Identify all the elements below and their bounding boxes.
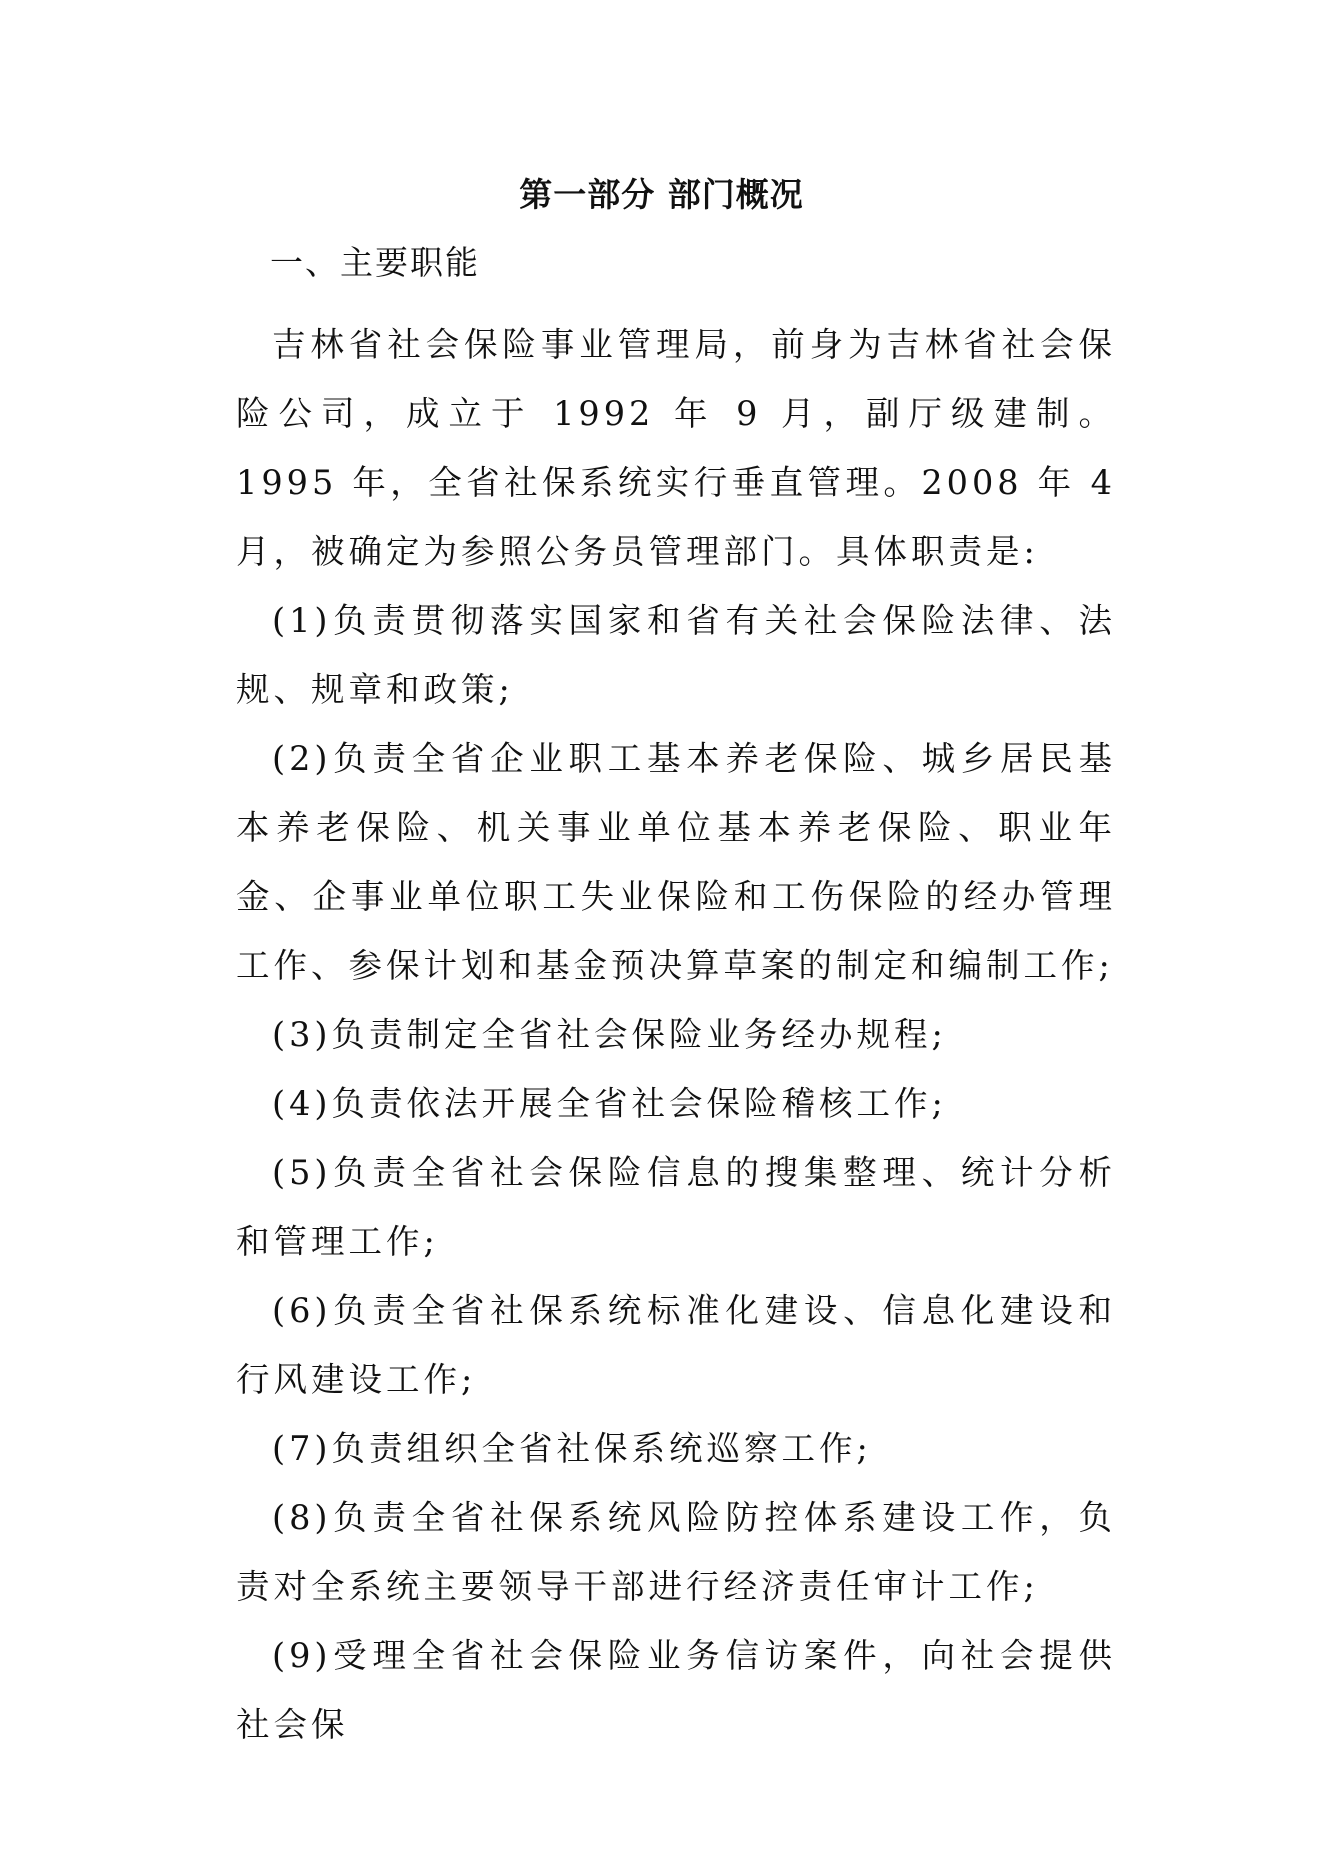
paragraph-duty-7: (7)负责组织全省社保系统巡察工作; [272, 1429, 872, 1468]
paragraph-duty-2: (2)负责全省企业职工基本养老保险、城乡居民基本养老保险、机关事业单位基本养老保险、职业年金、企事业单位职工失业保险和工伤保险的经办管理工作、参保计划和基金预决算草案的制定和编制工作; [236, 739, 1116, 985]
paragraph-intro: 吉林省社会保险事业管理局，前身为吉林省社会保险公司，成立于 1992 年 9 月，副厅级建制。1995 年，全省社保系统实行垂直管理。2008 年 4 月，被确定为参照公务员管理部门。具体职责是: [236, 325, 1116, 571]
paragraph-duty-1: (1)负责贯彻落实国家和省有关社会保险法律、法规、规章和政策; [236, 601, 1116, 709]
body-text [236, 310, 1116, 1759]
page-title: 第一部分 部门概况 [519, 175, 804, 214]
paragraph-duty-9: (9)受理全省社会保险业务信访案件，向社会提供社会保 [236, 1636, 1116, 1744]
paragraph-duty-3: (3)负责制定全省社会保险业务经办规程; [272, 1015, 947, 1054]
section-heading: 一、主要职能 [270, 243, 480, 282]
paragraph-duty-4: (4)负责依法开展全省社会保险稽核工作; [272, 1084, 947, 1123]
paragraph-duty-6: (6)负责全省社保系统标准化建设、信息化建设和行风建设工作; [236, 1291, 1116, 1399]
paragraph-duty-8: (8)负责全省社保系统风险防控体系建设工作，负责对全系统主要领导干部进行经济责任审计工作; [236, 1498, 1116, 1606]
paragraph-duty-5: (5)负责全省社会保险信息的搜集整理、统计分析和管理工作; [236, 1153, 1116, 1261]
